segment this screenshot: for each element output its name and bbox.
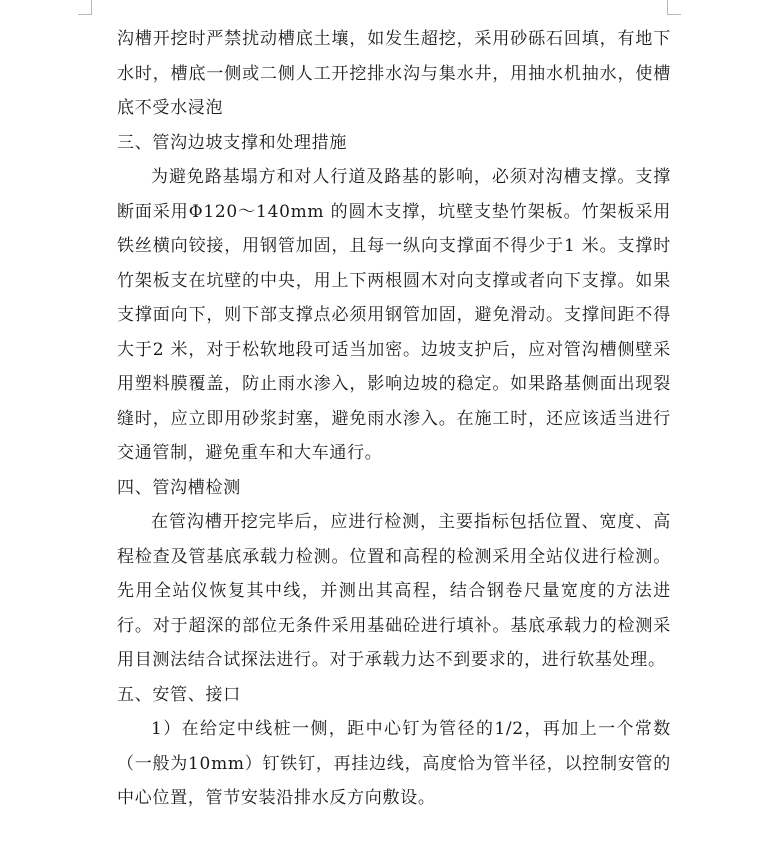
crop-mark-top-left-vertical xyxy=(91,0,92,14)
paragraph-pipe-laying-step-1: 1）在给定中线桩一侧，距中心钉为管径的1/2，再加上一个常数（一般为10mm）钉铁钉，再挂边线，高度恰为管半径，以控制安管的中心位置，管节安装沿排水反方向敷设。 xyxy=(117,719,671,808)
paragraph-trench-excavation: 沟槽开挖时严禁扰动槽底土壤，如发生超挖，采用砂砾石回填，有地下水时，槽底一侧或二侧人工开挖排水沟与集水井，用抽水机抽水，使槽底不受水浸泡 xyxy=(117,29,671,118)
document-body xyxy=(117,22,671,816)
paragraph-slope-support: 为避免路基塌方和对人行道及路基的影响，必须对沟槽支撑。支撑断面采用Φ120～140mm 的圆木支撑，坑壁支垫竹架板。竹架板采用铁丝横向铰接，用钢管加固，且每一纵向支撑面不得少于1 米。支撑时竹架板支在坑壁的中央，用上下两根圆木对向支撑或者向下支撑。如果支撑面向下，则下部支撑点必须用钢管加固，避免滑动。支撑间距不得大于2 米，对于松软地段可适当加密。边坡支护后，应对管沟槽侧壁采用塑料膜覆盖，防止雨水渗入，影响边坡的稳定。如果路基侧面出现裂缝时，应立即用砂浆封塞，避免雨水渗入。在施工时，还应该适当进行交通管制，避免重车和大车通行。 xyxy=(117,167,671,463)
section-heading-trench-inspection: 四、管沟槽检测 xyxy=(117,477,241,498)
crop-mark-top-left-horizontal xyxy=(78,14,92,15)
section-heading-slope-support: 三、管沟边坡支撑和处理措施 xyxy=(117,132,348,153)
paragraph-trench-inspection: 在管沟槽开挖完毕后，应进行检测，主要指标包括位置、宽度、高程检查及管基底承载力检测。位置和高程的检测采用全站仪进行检测。先用全站仪恢复其中线，并测出其高程，结合钢卷尺量宽度的方法进行。对于超深的部位无条件采用基础砼进行填补。基底承载力的检测采用目测法结合试探法进行。对于承载力达不到要求的，进行软基处理。 xyxy=(117,512,671,670)
crop-mark-top-right-horizontal xyxy=(667,14,681,15)
crop-mark-top-right-vertical xyxy=(667,0,668,14)
section-heading-pipe-laying: 五、安管、接口 xyxy=(117,684,241,705)
